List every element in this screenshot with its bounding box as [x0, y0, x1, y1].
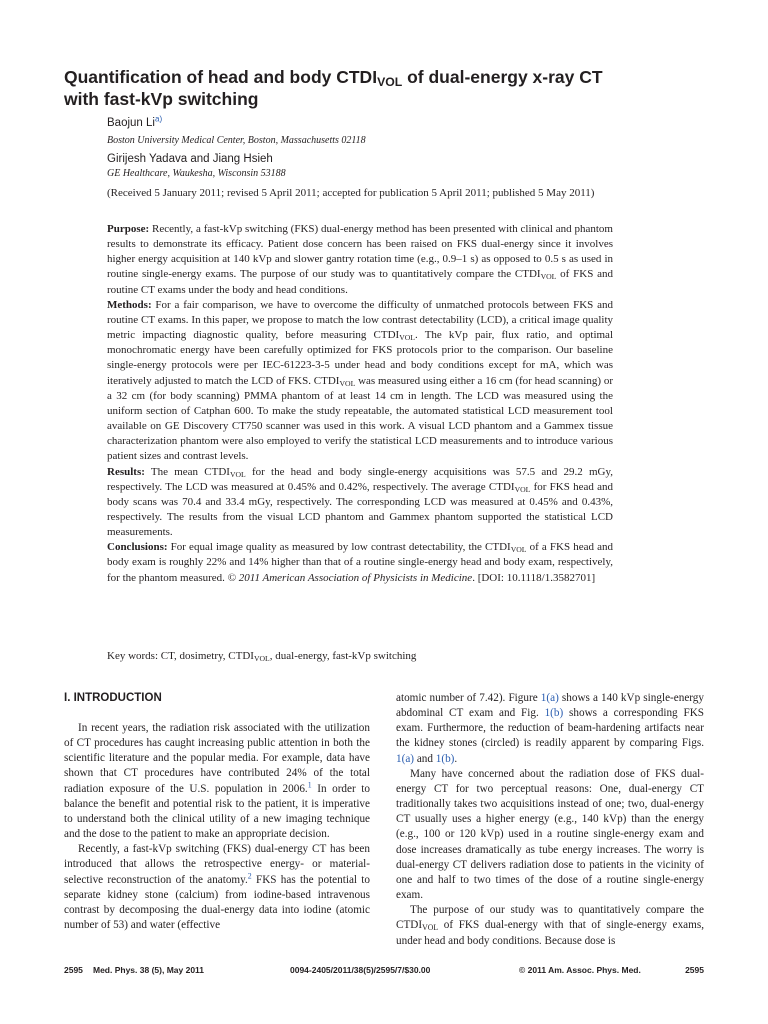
reference-link[interactable]: 1: [307, 780, 312, 790]
journal-citation: Med. Phys. 38 (5), May 2011: [93, 965, 205, 975]
abstract-purpose: Purpose: Recently, a fast-kVp switching (FKS) dual-energy method has been presented with clinical and phantom results to demonstrate its efficacy. Patient dose concern has been raised on FKS dual-energy since it involves higher energy acquisition at 140 kVp and slower gantry rotation time (e.g., 0.9–1 s) as opposed to 0.5 s as used in routine single-energy exams. The purpose of our study was to quantitatively compare the $CTDI_{VOL}$ of FKS and routine CT exams under the body and head conditions.: [107, 223, 613, 296]
body-paragraph: In recent years, the radiation risk associated with the utilization of CT procedures has caught increasing public attention in both the scientific literature and the popular media. For example, data have shown that CT procedures have contributed 24% of the total radiation exposure of the U.S. population in 2006.$^1$ In order to balance the benefit and potential risk to the patient, it is imperative to understand both the clinical utility of a new imaging technique and the dose to the patient to make an appropriate decision.: [64, 722, 370, 841]
body-paragraph-continued: atomic number of 7.42). Figure 1(a) shows a 140 kVp single-energy abdominal CT exam and Fig. 1(b) shows a corresponding FKS exam. Furthermore, the reduction of beam-hardening artifacts near the kidney stones (circled) is readily apparent by comparing Figs. 1(a) and 1(b).: [396, 692, 705, 765]
reference-link[interactable]: 2: [247, 871, 252, 881]
figure-link[interactable]: 1(b): [435, 752, 455, 765]
abstract-conclusions: Conclusions: For equal image quality as measured by low contrast detectability, the $CTDI_{VOL}$ of a FKS head and body exam is roughly 22% and 14% higher than that of a routine single-energy head and body exam, respectively, for the phantom measured. © 2011 American Association of Physicists in Medicine. [DOI: 10.1118/1.3582701]: [107, 541, 613, 584]
body-paragraph: The purpose of our study was to quantitatively compare the $CTDI_{VOL}$ of FKS dual-energy with that of single-energy exams, under head and body conditions. Because dose is: [396, 904, 704, 947]
footer-copyright: © 2011 Am. Assoc. Phys. Med.: [519, 965, 641, 975]
paper-title: Quantification of head and body $CTDI_{VOL}$ of dual-energy x-ray CT with fast-kVp switching: [64, 67, 603, 109]
body-column-left: [64, 691, 370, 933]
figure-link[interactable]: 1(a): [396, 752, 415, 765]
figure-link[interactable]: 1(b): [544, 707, 564, 720]
abstract-results: Results: The mean $CTDI_{VOL}$ for the head and body single-energy acquisitions was 57.5 and 29.2 mGy, respectively. The LCD was measured at 0.45% and 0.42%, respectively. The average $CTDI_{VOL}$ for FKS head and body scans was 70.4 and 33.4 mGy, respectively. The corresponding LCD was measured at 0.45% and 0.43%, respectively. The results from the visual LCD phantom and Gammex phantom supported the statistical LCD measurements.: [107, 465, 614, 539]
page-number: 2595: [64, 965, 83, 975]
body-column-right: [396, 691, 704, 949]
article-code: 0094-2405/2011/38(5)/2595/7/$30.00: [290, 965, 431, 975]
abstract-methods: Methods: For a fair comparison, we have to overcome the difficulty of unmatched protocols between FKS and routine CT exams. In this paper, we propose to match the low contrast detectability (LCD), a critical image quality metric impacting diagnostic quality, before measuring $CTDI_{VOL}$. The kVp pair, flux ratio, and optimal monochromatic energy have been carefully optimized for FKS protocols prior to the comparison. Our baseline single-energy protocols were per IEC-61223-3-5 under head and body conditions except for mA, which was iteratively adjusted to match the LCD of FKS. $CTDI_{VOL}$ was measured using either a 16 cm (for head scanning) or a 32 cm (for body scanning) PMMA phantom of at least 14 cm in length. The LCD was measured using the uniform section of Catphan 600. To make the study repeatable, the automated statistical LCD measurement tool available on GE Discovery CT750 scanner was used in this work. A visual LCD phantom and a Gammex tissue characterization phantom were also employed to verify the statistical LCD measurements and to introduce various patient sizes and contrast levels.: [107, 298, 613, 463]
figure-link[interactable]: 1(a): [540, 692, 559, 704]
author-name: Girijesh Yadava and Jiang Hsieh: [107, 153, 273, 165]
body-paragraph: Recently, a fast-kVp switching (FKS) dual-energy CT has been introduced that allows the retrospective energy- or material-selective reconstruction of the anatomy.$^2$ FKS has the potential to separate kidney stone (calcium) from iodine-based intravenous contrast by decomposing the dual-energy data into iodine (atomic number of 53) and water (effective: [64, 843, 370, 932]
keywords: Key words: CT, dosimetry, $CTDI_{VOL}$, dual-energy, fast-kVp switching: [107, 650, 417, 663]
body-paragraph: Many have concerned about the radiation dose of FKS dual-energy CT for two perceptual reasons: One, dual-energy CT traditionally takes two acquisitions instead of one; two, dual-energy CT usually uses a higher energy (e.g., 140 kVp) than the energy (e.g., 100 or 120 kVp) used in a routine single-energy exam and dose increases dramatically as tube energy increases. The worry is dual-energy CT delivers radiation dose to patients in the vicinity of one and half to two times of the dose of a routine single-energy exam.: [396, 767, 704, 902]
abstract: [107, 222, 613, 586]
author-name: Baojun Li$^{a)}$: [107, 114, 163, 129]
page-footer: [64, 965, 704, 979]
author-affiliation: GE Healthcare, Waukesha, Wisconsin 53188: [107, 168, 286, 179]
author-affiliation: Boston University Medical Center, Boston, Massachusetts 02118: [107, 135, 366, 146]
author-footnote-link[interactable]: a): [154, 114, 163, 124]
page-number: 2595: [685, 965, 704, 975]
section-heading: I. INTRODUCTION: [64, 692, 162, 704]
publication-history: (Received 5 January 2011; revised 5 April 2011; accepted for publication 5 April 2011; published 5 May 2011): [107, 187, 595, 199]
